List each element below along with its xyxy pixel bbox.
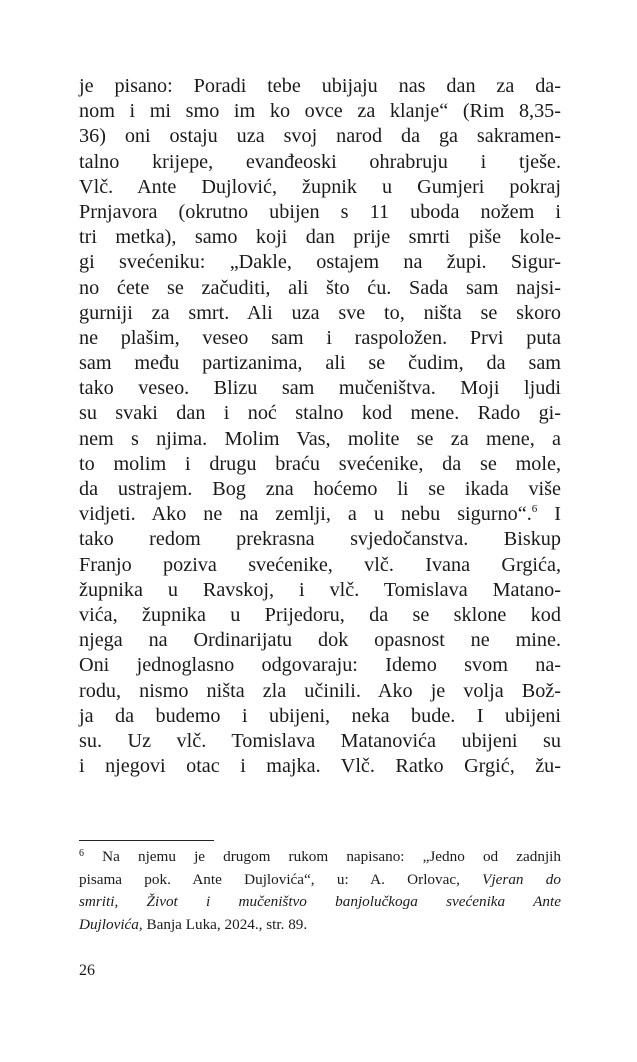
footnote-reference[interactable]: 6 [531,503,538,516]
text-line: gi svećeniku: „Dakle, ostajem na župi. Sigur- [79,251,561,274]
footnote-text: Na njemu je drugom rukom napisano: „Jedno od zadnjih [84,848,561,865]
text-line: tako veseo. Blizu sam mučeništva. Moji ljudi [79,377,561,400]
text-line: ja da budemo i ubijeni, neka bude. I ubijeni [79,704,561,727]
footnote-title: Dujlovića [79,915,139,933]
text-line: 36) oni ostaju uza svoj narod da ga sakramen- [79,125,561,148]
text-line: Franjo poziva svećenike, vlč. Ivana Grgića, [79,553,561,576]
text-line: no ćete se začuditi, ali što ću. Sada sam najsi- [79,276,561,299]
text-line: tri metka), samo koji dan prije smrti piše kole- [79,226,561,249]
text-line: ne plašim, veseo sam i raspoložen. Prvi puta [79,326,561,349]
body-text [79,74,561,779]
text-line-with-footnote [79,502,561,527]
footnote-line [79,891,561,914]
footnote-text: , Banja Luka, 2024., str. 89. [138,915,308,933]
footnote [79,846,561,936]
text-line: nem s njima. Molim Vas, molite se za mene, a [79,427,561,450]
text-line: tako redom prekrasna svjedočanstva. Biskup [79,528,561,551]
footnote-line [79,914,561,937]
text-segment: vidjeti. Ako ne na zemlji, a u nebu sigurno“. [79,503,532,526]
text-line: Vlč. Ante Dujlović, župnik u Gumjeri pokraj [79,175,561,198]
text-line: nom i mi smo im ko ovce za klanje“ (Rim 8,35- [79,100,561,123]
text-line: vića, župnika u Prijedoru, da se sklone kod [79,603,561,626]
text-line: župnika u Ravskoj, i vlč. Tomislava Matano- [79,578,561,601]
text-line: to molim i drugu braću svećenike, da se mole, [79,452,561,475]
page-number: 26 [79,962,95,979]
footnote-divider [79,840,214,841]
footnote-number: 6 [79,848,84,859]
text-line: da ustrajem. Bog zna hoćemo li se ikada više [79,478,561,500]
footnote-text: pisama pok. Ante Dujlovića“, u: A. Orlovac, [79,870,483,888]
footnote-title: smriti, Život i mučeništvo banjolučkoga svećenika Ante [79,893,561,911]
text-line: su svaki dan i noć stalno kod mene. Rado gi- [79,402,561,425]
text-line: je pisano: Poradi tebe ubijaju nas dan za da- [79,75,561,97]
text-segment: I [537,503,561,526]
footnote-line [79,846,561,869]
text-line: talno krijepe, evanđeoski ohrabruju i tješe. [79,150,561,173]
footnote-title: Vjeran do [482,870,561,888]
text-line: njega na Ordinarijatu dok opasnost ne mine. [79,629,561,652]
text-line: Prnjavora (okrutno ubijen s 11 uboda nožem i [79,200,561,223]
text-line: rodu, nismo ništa zla učinili. Ako je volja Bož- [79,679,561,702]
text-line: i njegovi otac i majka. Vlč. Ratko Grgić, žu- [79,755,561,778]
text-line: Oni jednoglasno odgovaraju: Idemo svom na- [79,654,561,677]
footnote-line [79,869,561,892]
text-line: gurniji za smrt. Ali uza sve to, ništa se skoro [79,301,561,324]
text-line: sam među partizanima, ali se čudim, da sam [79,352,561,375]
text-line: su. Uz vlč. Tomislava Matanovića ubijeni su [79,729,561,752]
